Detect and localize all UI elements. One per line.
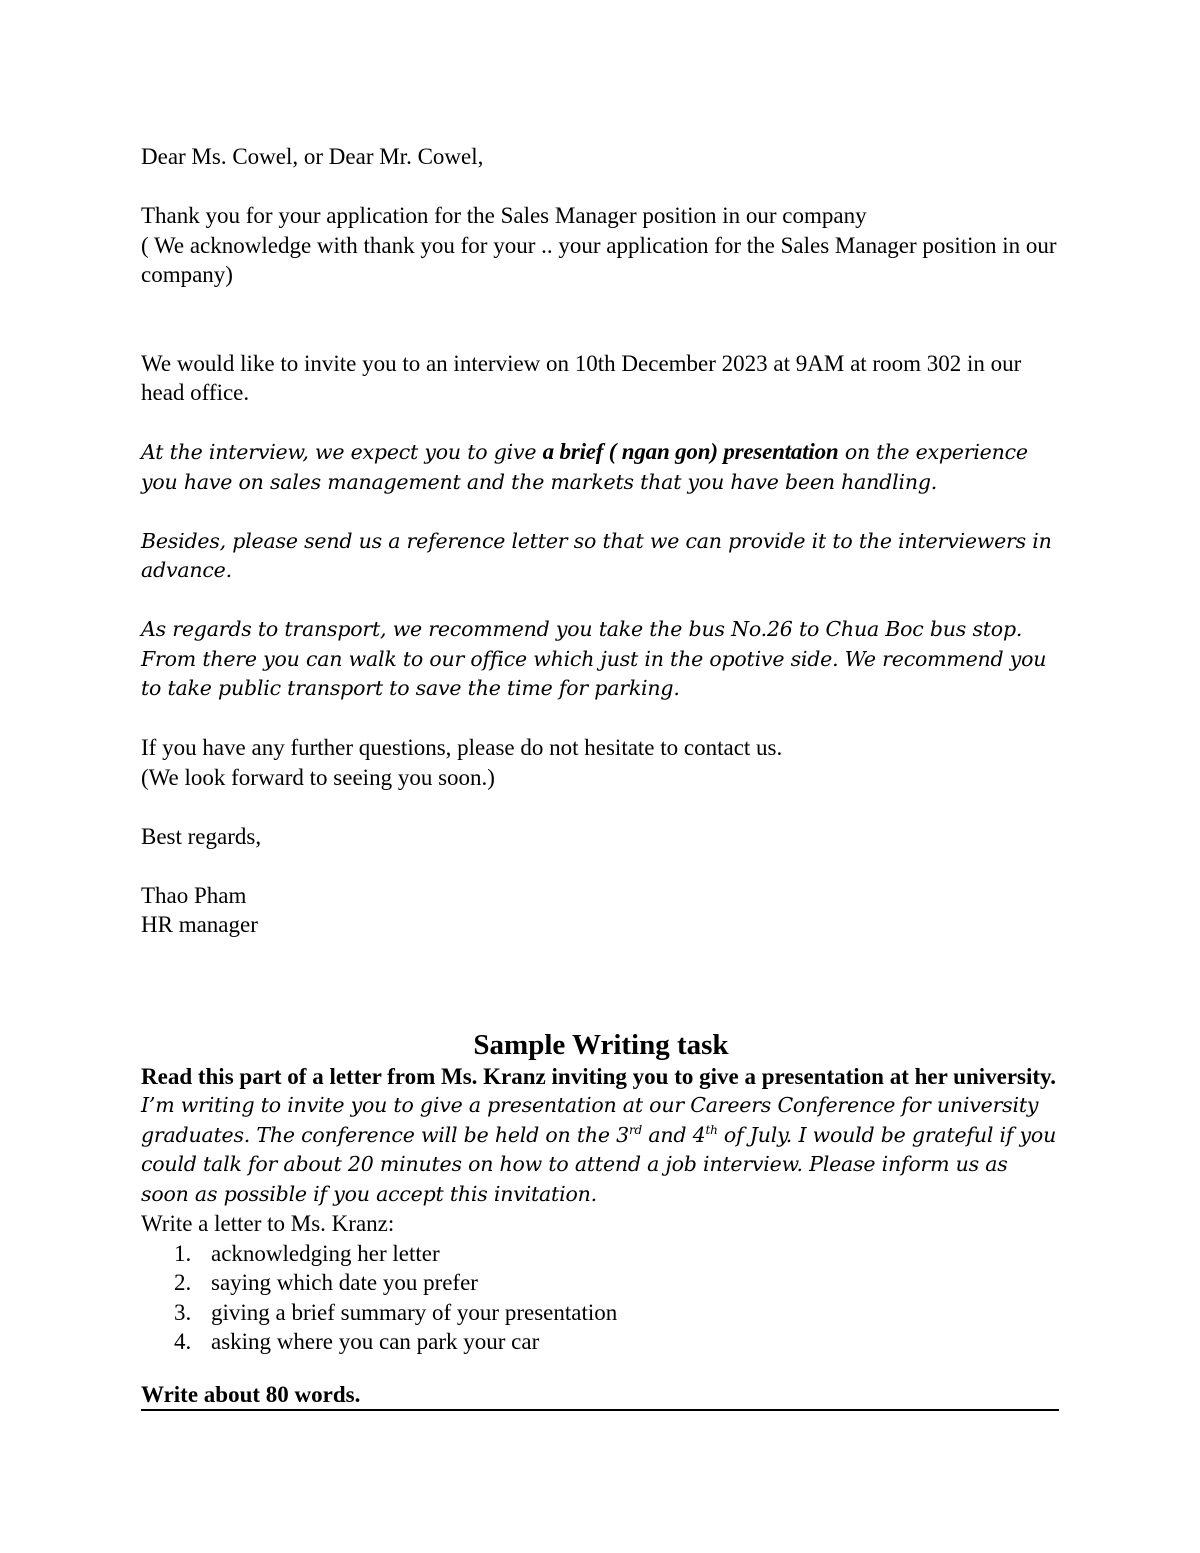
excerpt-superscript-th: th [705, 1122, 718, 1137]
list-item-number: 1. [174, 1240, 192, 1266]
excerpt-part-1: I’m writing to invite you to give a presentation at our Careers Conference for university graduates. The conference will be held on the 3 [141, 1093, 1039, 1147]
letter-reference-request: Besides, please send us a reference letter so that we can provide it to the interviewers in advance. [141, 528, 1052, 582]
list-item [141, 1327, 1061, 1357]
task-intro: Read this part of a letter from Ms. Kranz inviting you to give a presentation at her university. [141, 1063, 1057, 1089]
task-requirements-list [141, 1239, 1061, 1357]
spacer [141, 792, 1061, 822]
letter-thanks-line: Thank you for your application for the Sales Manager position in our company [141, 203, 867, 228]
letter-presentation-expectation [141, 437, 1061, 497]
list-item-number: 2. [174, 1270, 192, 1295]
excerpt-superscript-rd: rd [628, 1122, 643, 1137]
letter-signer-title: HR manager [141, 912, 258, 937]
letter-further-questions: If you have any further questions, please do not hesitate to contact us. [141, 735, 783, 760]
task-instruction: Write a letter to Ms. Kranz: [141, 1211, 395, 1236]
excerpt-part-2: and 4 [642, 1122, 706, 1147]
task-letter-excerpt [141, 1091, 1061, 1209]
letter-look-forward: (We look forward to seeing you soon.) [141, 764, 495, 790]
list-item [141, 1298, 1061, 1328]
expectation-text-start: At the interview, we expect you to give [141, 440, 543, 464]
expectation-text-end: on the experience you have on sales management and the markets that you have been handling. [141, 440, 1028, 494]
list-item-text: saying which date you prefer [211, 1270, 478, 1295]
list-item-text: giving a brief summary of your presentation [211, 1299, 618, 1325]
list-item [141, 1239, 1061, 1269]
spacer [141, 172, 1061, 202]
list-item-text: acknowledging her letter [211, 1240, 440, 1266]
task-word-limit: Write about 80 words. [141, 1380, 1059, 1412]
letter-interview-invitation: We would like to invite you to an interview on 10th December 2023 at 9AM at room 302 in our head office. [141, 350, 1022, 405]
task-title: Sample Writing task [473, 1028, 729, 1061]
expectation-bold-phrase: a brief ( ngan gon) presentation [542, 439, 839, 464]
list-item [141, 1268, 1061, 1298]
list-item-text: asking where you can park your car [211, 1329, 540, 1354]
spacer [141, 408, 1061, 438]
spacer [141, 290, 1061, 349]
letter-signer-name: Thao Pham [141, 882, 247, 908]
list-item-number: 3. [174, 1299, 192, 1325]
spacer [141, 940, 1061, 1028]
letter-transport-advice: As regards to transport, we recommend you take the bus No.26 to Chua Boc bus stop. From there you can walk to our office which just in the opotive side. We recommend you to take public transport to save the time for parking. [141, 617, 1047, 700]
letter-thanks-alternative: ( We acknowledge with thank you for your .. your application for the Sales Manager position in our company) [141, 232, 1057, 287]
letter-closing: Best regards, [141, 823, 262, 849]
spacer [141, 704, 1061, 734]
spacer [141, 851, 1061, 881]
excerpt-part-3: of July. I would be grateful if you could talk for about 20 minutes on how to attend a job interview. Please inform us as soon as possible if you accept this invitation. [141, 1122, 1057, 1206]
letter-salutation: Dear Ms. Cowel, or Dear Mr. Cowel, [141, 144, 484, 169]
document-page [141, 142, 1061, 1434]
spacer [141, 497, 1061, 527]
list-item-number: 4. [174, 1329, 192, 1354]
spacer [141, 586, 1061, 616]
